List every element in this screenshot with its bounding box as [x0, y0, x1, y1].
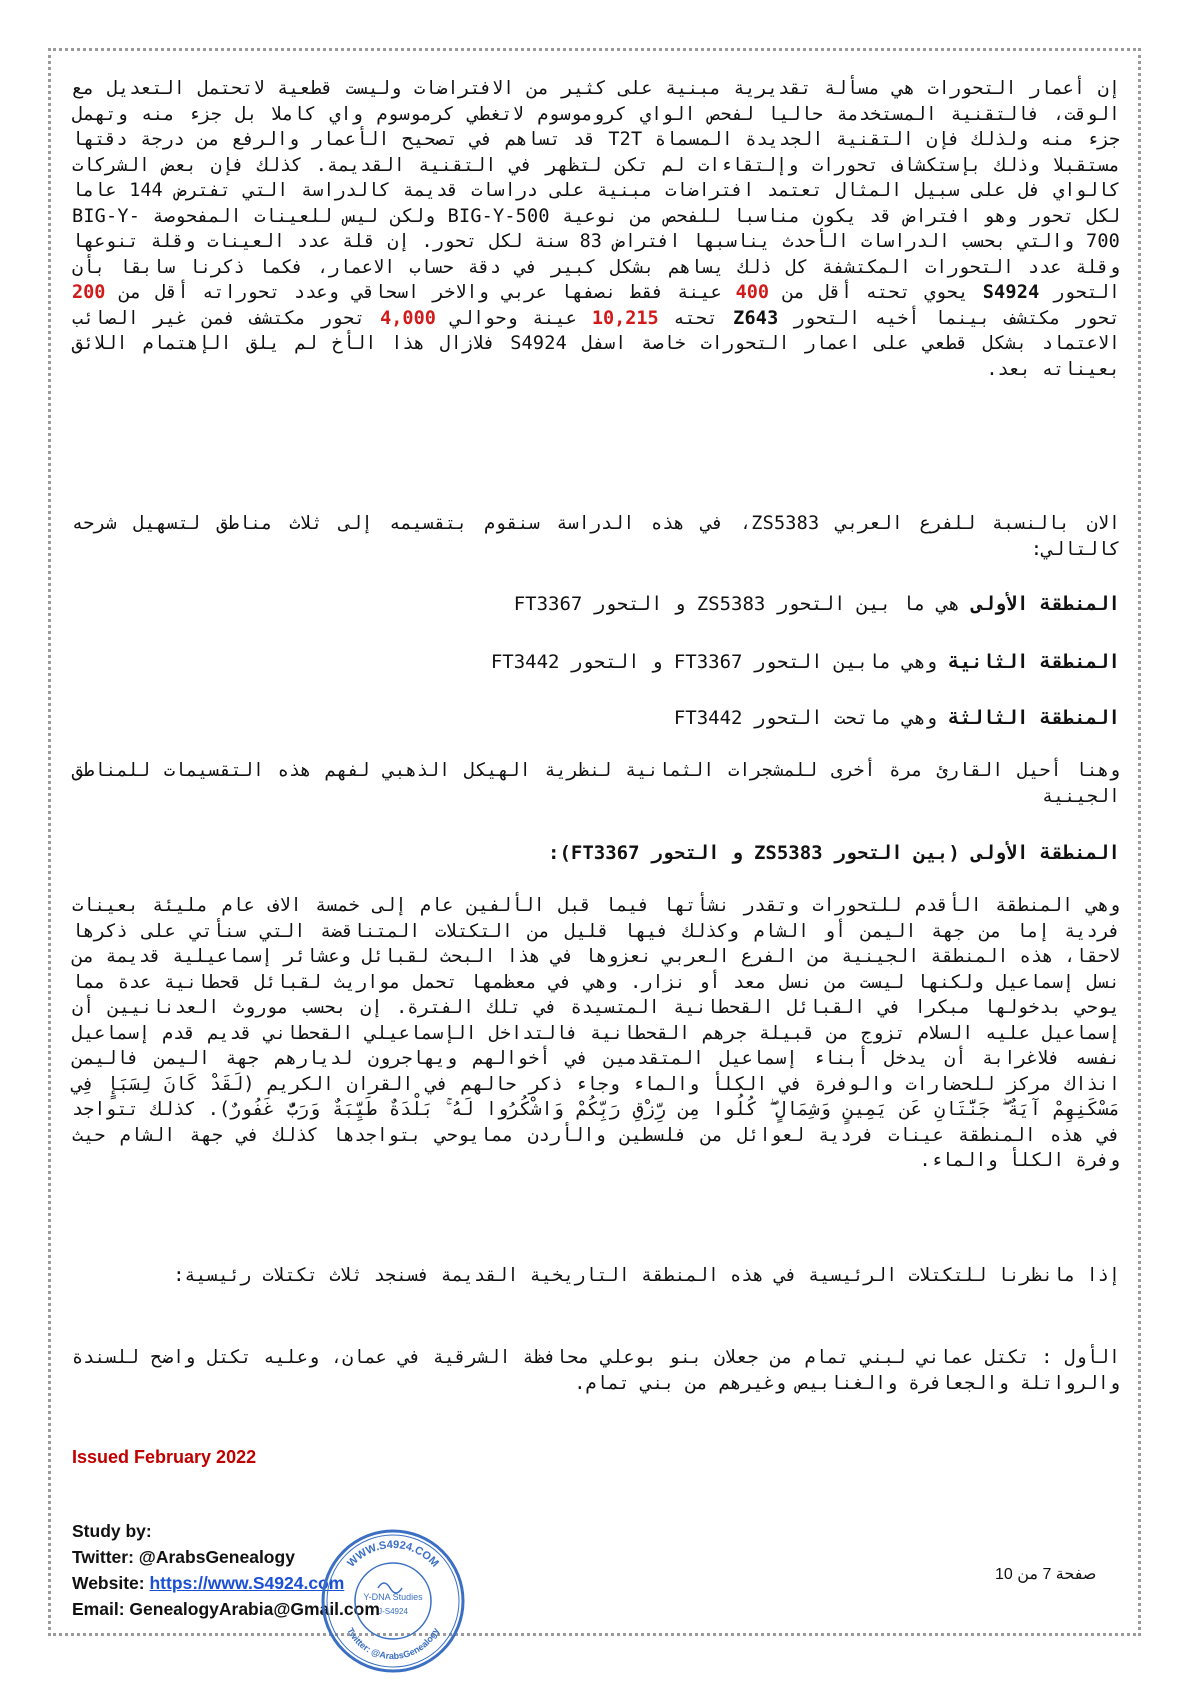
- stamp-center-text: Y-DNA Studies: [363, 1592, 423, 1602]
- zone-3-text: وهي ماتحت التحور FT3442: [673, 707, 937, 729]
- p1-text-a: إن أعمار التحورات هي مسألة تقديرية مبنية على كثير من الافتراضات وليست قطعية لاتحتمل التعديل مع الوقت، فالتقنية المستخدمة حاليا لفحص الواي كروموسوم لاتغطي كرموسوم واي كاملا بل جزء منه وتهمل جزء منه ولذلك فإن التقنية الجديدة المسماة T2T قد تساهم في تصحيح الأعمار والرفع من درجة دقتها مستقبلا وذلك بإستكشاف تحورات وإلتقاءات لم تكن لتظهر في التقنية القديمة. كذلك فإن بعض الشركات كالواي فل على سبيل المثال تعتمد افتراضات مبنية على دراسات قديمة كالدراسة التي تفترض 144 عاما لكل تحور وهو افتراض قد يكون مناسبا للفحص من نوعية BIG-Y-500 ولكن ليس للعينات المفحوصة BIG-Y-700 والتي بحسب الدراسات الأحدث يناسبها افتراض 83 سنة لكل تحور. إن قلة عدد العينات وقلة تنوعها وقلة عدد التحورات المكتشفة كل ذلك يساهم بشكل كبير في دقة حساب الاعمار، فكما ذكرنا سابقا بأن التحور: [72, 78, 1120, 303]
- zone-3-label: المنطقة الثالثة: [948, 707, 1120, 729]
- website-label: Website:: [72, 1573, 145, 1593]
- paragraph-zone-1-description: وهي المنطقة الأقدم للتحورات وتقدر نشأتها فيما قبل الألفين عام إلى خمسة الاف عام مليئة بعينات فردية إما من جهة اليمن أو الشام وكذلك فيها قليل من التكتلات المتناقضة التي سنأتي على ذكرها لاحقا، هذه المنطقة الجينية من الفرع العربي نعزوها في هذا البحث لقبائل وعشائر إسماعيلية قديمة من نسل إسماعيل ولكنها ليست من نسل معد أو نزار. وهي في معظمها تحمل مواريث لقبائل قحطانية عدة مما يوحي بدخولها مبكرا في القبائل القحطانية المتسيدة في تلك الفترة. إن بحسب موروث العدنانيين أن إسماعيل عليه السلام تزوج من قبيلة جرهم القحطانية فالتداخل الإسماعيلي القحطاني قديم قدم إسماعيل نفسه فلاغرابة أن يدخل أبناء إسماعيل المتقدمين في أخوالهم ويهاجرون لديارهم جهة اليمن فاليمن انذاك مركز للحضارات والوفرة في الكلأ والماء وجاء ذكر حالهم في القران الكريم (لَقَدْ كَانَ لِسَبَإٍ فِي مَسْكَنِهِمْ آيَةٌ ۖ جَنَّتَانِ عَن يَمِينٍ وَشِمَالٍ ۖ كُلُوا مِن رِّزْقِ رَبِّكُمْ وَاشْكُرُوا لَهُ ۚ بَلْدَةٌ طَيِّبَةٌ وَرَبٌّ غَفُورٌ). كذلك تتواجد في هذه المنطقة عينات فردية لعوائل من فلسطين والأردن ممايوحي بتواجدها كذلك في جهة الشام حيث وفرة الكلأ والماء.: [72, 895, 1120, 1171]
- paragraph-first-cluster: الأول : تكتل عماني لبني تمام من جعلان بنو بوعلي محافظة الشرقية في عمان، وعليه تكتل واضح للسندة والرواتلة والجعافرة والغنابيص وغيرهم من بني تمام.: [72, 1347, 1120, 1394]
- paragraph-main-clusters: إذا مانظرنا للتكتلات الرئيسية في هذه المنطقة التاريخية القديمة فسنجد ثلاث تكتلات رئيسية:: [173, 1265, 1120, 1286]
- p1-count-4000: 4,000: [380, 307, 436, 329]
- zone-2-line: [491, 651, 1120, 673]
- zone-1-text: هي ما بين التحور ZS5383 و التحور FT3367: [513, 593, 960, 615]
- p1-count-200: 200: [72, 282, 106, 303]
- p1-text-d: تحور مكتشف بينما أخيه التحور: [793, 307, 1121, 329]
- email-address[interactable]: GenealogyArabia@Gmail.com: [129, 1599, 380, 1619]
- twitter-handle[interactable]: @ArabsGenealogy: [138, 1547, 295, 1567]
- zone-2-label: المنطقة الثانية: [948, 651, 1120, 673]
- zone-2-text: وهي مابين التحور FT3367 و التحور FT3442: [490, 651, 937, 673]
- p1-count-10215: 10,215: [591, 307, 659, 329]
- p1-text-e: تحته: [673, 307, 719, 329]
- study-by-label: Study by:: [72, 1521, 152, 1541]
- zone-1-line: [514, 593, 1120, 615]
- website-link[interactable]: https://www.S4924.com: [149, 1573, 345, 1593]
- stamp-top-text: WWW.S4924.COM: [345, 1538, 441, 1570]
- paragraph-ages-estimation: [72, 76, 1120, 382]
- p1-text-c: عينة فقط نصفها عربي والاخر اسحاقي وعدد تحوراته أقل من: [119, 282, 722, 303]
- p1-text-f: عينة وحوالي: [450, 307, 577, 329]
- p1-z643: Z643: [733, 307, 779, 329]
- p1-count-400: 400: [735, 282, 769, 303]
- section-heading: المنطقة الأولى (بين التحور ZS5383 و التحور FT3367):: [548, 842, 1120, 864]
- twitter-label: Twitter:: [72, 1547, 134, 1567]
- p1-s4924: S4924: [982, 282, 1040, 303]
- paragraph-reader-reference: وهنا أحيل القارئ مرة أخرى للمشجرات الثمانية لنظرية الهيكل الذهبي لفهم هذه التقسيمات للمناطق الجينية: [72, 760, 1120, 807]
- stamp-bottom-text: Twitter: @ArabsGenealogy: [345, 1626, 441, 1662]
- paragraph-arab-branch-division: الان بالنسبة للفرع العربي ZS5383، في هذه الدراسة سنقوم بتقسيمه إلى ثلاث مناطق لتسهيل شرحه كالتالي:: [72, 513, 1120, 560]
- page-number: صفحة 7 من 10: [995, 1566, 1097, 1583]
- p1-text-b: يحوي تحته أقل من: [782, 282, 969, 303]
- p1-text-g: تحور مكتشف فمن غير الصائب الاعتماد بشكل قطعي على اعمار التحورات خاصة اسفل S4924 فلازال هذا الأخ لم يلق الإهتمام اللائق بعيناته بعد.: [72, 307, 1121, 380]
- email-label: Email:: [72, 1599, 125, 1619]
- issued-date: Issued February 2022: [72, 1447, 257, 1467]
- stamp-logo: [318, 1526, 468, 1676]
- zone-3-line: [674, 707, 1120, 729]
- zone-1-label: المنطقة الأولى: [971, 593, 1120, 615]
- stamp-center-sub: J-S4924: [378, 1607, 408, 1616]
